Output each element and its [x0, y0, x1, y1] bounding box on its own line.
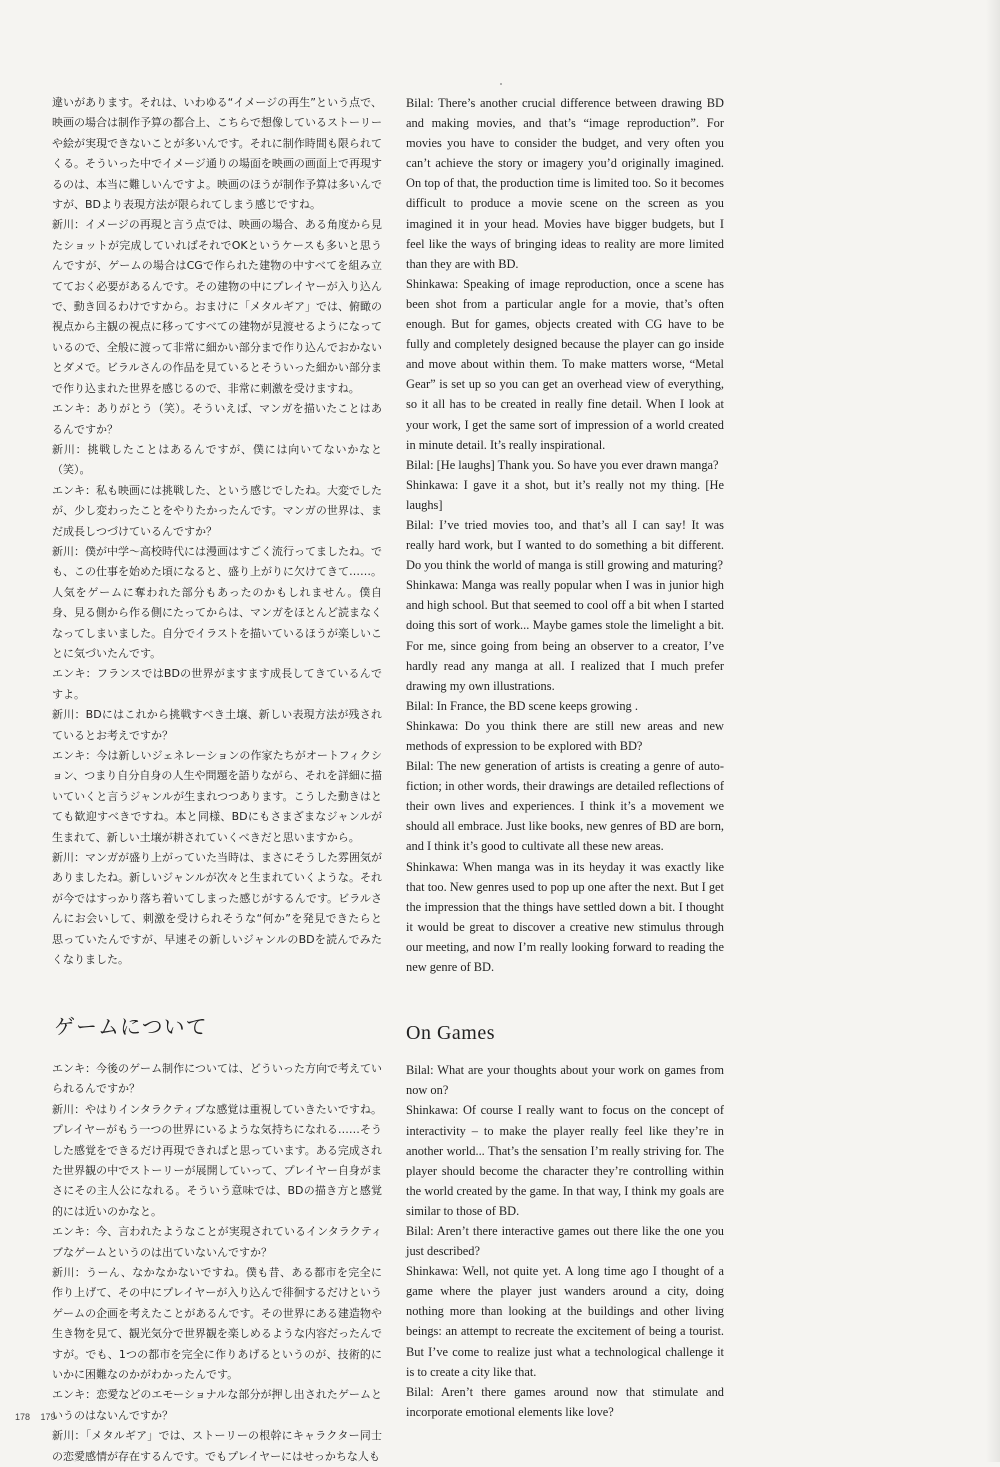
en-paragraph: Shinkawa: Well, not quite yet. A long time ago I thought of a game where the player just wanders around a city, doing nothing more than looking at the buildings and other living beings: an attempt to recreate the excitement of being a tourist. But I’ve come to realize just what a technological challenge it is to create a city like that.	[406, 1264, 724, 1379]
left-page-number: 178	[15, 1412, 31, 1422]
jp-paragraph: エンキ：恋愛などのエモーショナルな部分が押し出されたゲームというのはないんですか？	[52, 1388, 382, 1422]
english-column	[406, 93, 724, 1422]
jp-paragraph: 新川：イメージの再現と言う点では、映画の場合、ある角度から見たショットが完成していればそれでOKというケースも多いと思うんですが、ゲームの場合はCGで作られた建物の中すべてを組み立てておく必要があるんです。その建物の中にプレイヤーが入り込んで、動き回るわけですから。おまけに「メタルギア」では、俯瞰の視点から主観の視点に移ってすべての建物が見渡せるようになっているので、全般に渡って非常に細かい部分まで作り込んでおかないとダメで。ビラルさんの作品を見ているとそういった細かい部分まで作り込まれた世界を感じるので、非常に刺激を受けますね。	[52, 218, 382, 395]
jp-paragraph: エンキ：私も映画には挑戦した、という感じでしたね。大変でしたが、少し変わったことをやりたかったんです。マンガの世界は、まだ成長しつづけているんですか？	[52, 483, 382, 538]
en-paragraph: Bilal: [He laughs] Thank you. So have you ever drawn manga?	[406, 457, 719, 472]
japanese-paragraphs-before	[52, 93, 382, 970]
en-paragraph: Bilal: Aren’t there interactive games out there like the one you just described?	[406, 1223, 724, 1259]
right-page-number: 179	[40, 1412, 56, 1422]
en-paragraph: Bilal: What are your thoughts about your work on games from now on?	[406, 1063, 724, 1098]
en-paragraph: Bilal: There’s another crucial difference between drawing BD and making movies, and that’s “image reproduction”. For movies you have to consider the budget, and very often you can’t achieve the story or imagery you’d originally imagined. On top of that, the production time is limited too. So it becomes difficult to produce a movie scene on the screen as you imagined it in your head. Movies have bigger budgets, but I feel like the ways of bringing ideas to reality are more limited than they are with BD.	[406, 96, 724, 271]
en-paragraph: Bilal: I’ve tried movies too, and that’s all I can say! It was really hard work, but I wanted to do something a bit different. Do you think the world of manga is still growing and maturing?	[406, 517, 724, 573]
en-paragraph: Shinkawa: I gave it a shot, but it’s really not my thing. [He laughs]	[406, 477, 724, 512]
jp-paragraph: エンキ：今、言われたようなことが実現されているインタラクティブなゲームというのは出ていないんですか？	[52, 1225, 382, 1259]
japanese-column	[52, 93, 382, 1467]
page-edge-shadow	[986, 0, 1000, 1462]
en-paragraph: Shinkawa: Speaking of image reproduction, once a scene has been shot from a particular angle for a movie, that’s often enough. But for games, objects created with CG have to be fully and completely designed because the player can go inside and move about within them. To make matters worse, “Metal Gear” is set up so you can get an overhead view of everything, so it all has to be created in really fine detail. When I look at your work, I get the same sort of impression of a world created in minute detail. It’s really inspirational.	[406, 276, 724, 452]
en-paragraph: Bilal: Aren’t there games around now that stimulate and incorporate emotional elements like love?	[406, 1384, 724, 1419]
jp-paragraph: 新川：僕が中学～高校時代には漫画はすごく流行ってましたね。でも、この仕事を始めた頃になると、盛り上がりに欠けてきて……。人気をゲームに奪われた部分もあったのかもしれません。僕自身、見る側から作る側にたってからは、マンガをほとんど読まなくなってしまいました。自分でイラストを描いているほうが楽しいことに気づいたんです。	[52, 544, 382, 660]
jp-paragraph: 新川：マンガが盛り上がっていた当時は、まさにそうした雰囲気がありましたね。新しいジャンルが次々と生まれていくような。それが今ではすっかり落ち着いてしまった感じがするんです。ビラルさんにお会いして、刺激を受けられそうな“何か”を発見できたらと思っていたんですが、早速その新しいジャンルのBDを読んでみたくなりました。	[52, 851, 382, 967]
en-paragraph: Shinkawa: Manga was really popular when I was in junior high and high school. But that seemed to cool off a bit when I started doing this sort of work... Maybe games stole the limelight a bit. For me, since going from being an observer to a creator, I’ve hardly read any manga at all. I realized that I much prefer drawing my own illustrations.	[406, 578, 724, 693]
en-paragraph: Shinkawa: When manga was in its heyday it was exactly like that too. New genres used to pop up one after the next. But I get the impression that the things have settled down a bit. I thought it would be great to discover a creative new stimulus through our meeting, and now I’m really looking forward to reading the new genre of BD.	[406, 859, 724, 975]
jp-paragraph: 新川：やはりインタラクティブな感覚は重視していきたいですね。プレイヤーがもう一つの世界にいるような気持ちになれる……そうした感覚をできるだけ再現できればと思っています。ある完成された世界観の中でストーリーが展開していって、プレイヤー自身がまさにその主人公になれる。そういう意味では、BDの描き方と感覚的には近いのかなと。	[52, 1102, 382, 1218]
jp-paragraph: 新川：「メタルギア」では、ストーリーの根幹にキャラクター同士の恋愛感情が存在するんです。でもプレイヤーにはせっかちな人も	[52, 1429, 382, 1463]
jp-paragraph: 違いがあります。それは、いわゆる“イメージの再生”という点で、映画の場合は制作予算の都合上、こちらで想像しているストーリーや絵が実現できないことが多いんです。それに制作時間も限られてくる。そういった中でイメージ通りの場面を映画の画面上で再現するのは、本当に難しいんですよ。映画のほうが制作予算は多いんですが、BDより表現方法が限られてしまう感じですね。	[52, 96, 382, 212]
en-paragraph: Shinkawa: Of course I really want to focus on the concept of interactivity – to make the player really feel like they’re in another world... That’s the sensation I’m really striving for. The player should become the character they’re controlling within the world created by the game. In that way, I think my goals are similar to those of BD.	[406, 1103, 724, 1218]
jp-section-heading: ゲームについて	[54, 1015, 208, 1040]
jp-paragraph: エンキ：今は新しいジェネレーションの作家たちがオートフィクション、つまり自分自身の人生や問題を語りながら、それを詳細に描いていくと言うジャンルが生まれつつあります。こうした動きはとても歓迎すべきですね。本と同様、BDにもさまざまなジャンルが生まれて、新しい土壌が耕されていくべきだと思いますから。	[52, 749, 382, 844]
print-speck	[500, 83, 502, 85]
jp-paragraph: エンキ：今後のゲーム制作については、どういった方向で考えていられるんですか？	[52, 1061, 382, 1096]
japanese-paragraphs-after	[52, 1059, 382, 1467]
page-numbers	[15, 1412, 64, 1422]
jp-paragraph: エンキ：ありがとう（笑）。そういえば、マンガを描いたことはあるんですか？	[52, 402, 382, 436]
jp-paragraph: 新川：挑戦したことはあるんですが、僕には向いてないかなと（笑）。	[52, 442, 382, 477]
en-section-heading: On Games	[406, 1022, 495, 1045]
en-paragraph: Shinkawa: Do you think there are still new areas and new methods of expression to be explored with BD?	[406, 718, 724, 753]
jp-paragraph: 新川：BDにはこれから挑戦すべき土壌、新しい表現方法が残されているとお考えですか？	[52, 708, 382, 742]
english-paragraphs-after	[406, 1060, 724, 1422]
jp-paragraph: 新川：うーん、なかなかないですね。僕も昔、ある都市を完全に作り上げて、その中にプレイヤーが入り込んで徘徊するだけというゲームの企画を考えたことがあるんです。その世界にある建造物や生き物を見て、観光気分で世界観を楽しめるような内容だったんですが。でも、1つの都市を完全に作りあげるというのが、技術的にいかに困難なのかがわかったんです。	[52, 1265, 382, 1381]
en-paragraph: Bilal: In France, the BD scene keeps growing .	[406, 698, 638, 713]
jp-paragraph: エンキ：フランスではBDの世界がますます成長してきているんですよ。	[52, 667, 382, 701]
english-paragraphs-before	[406, 93, 724, 977]
en-paragraph: Bilal: The new generation of artists is creating a genre of auto-fiction; in other words, their drawings are detailed reflections of their own lives and experiences. I think it’s a movement we should all embrace. Just like books, new genres of BD are born, and I think it’s good to cultivate all these new areas.	[406, 759, 724, 854]
